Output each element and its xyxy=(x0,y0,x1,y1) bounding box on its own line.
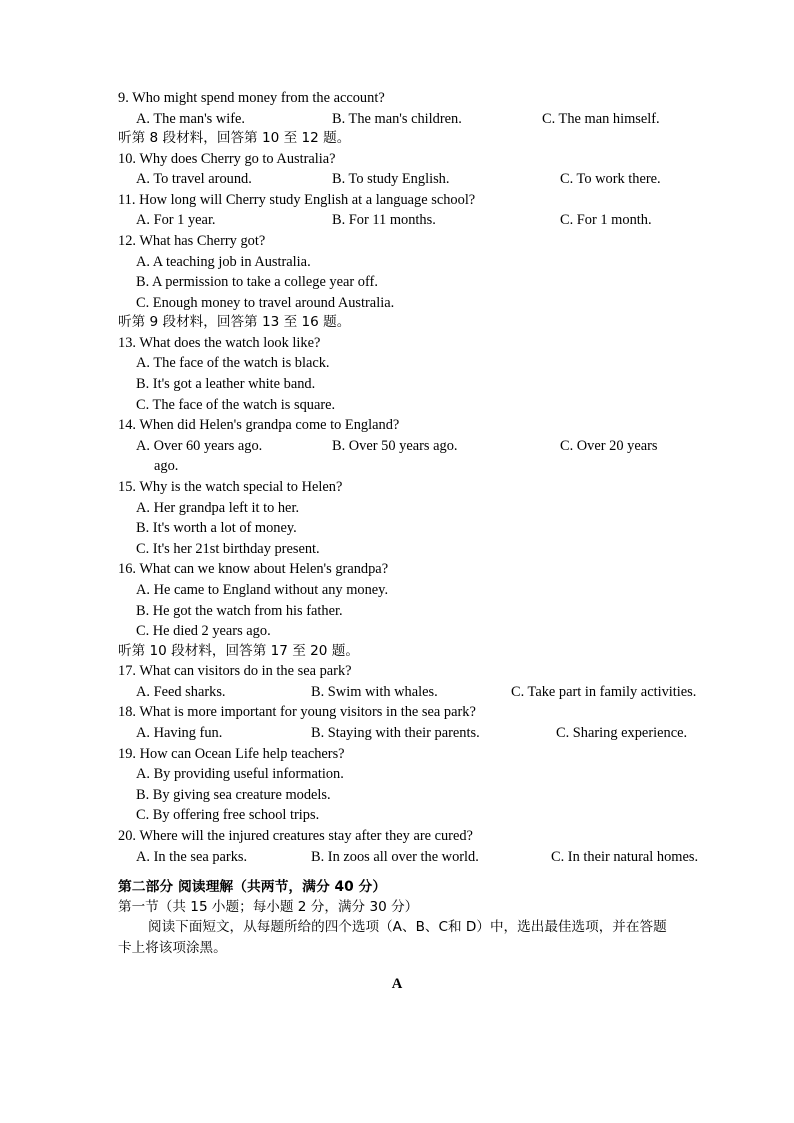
option-a-18[interactable]: A. Having fun. xyxy=(136,724,223,741)
option-a-15[interactable]: A. Her grandpa left it to her. xyxy=(136,499,300,516)
question-number-10: 10. xyxy=(118,150,136,167)
question-text-20: Where will the injured creatures stay after they are cured? xyxy=(139,827,473,844)
option-b-11[interactable]: B. For 11 months. xyxy=(332,212,436,229)
question-text-13: What does the watch look like? xyxy=(139,334,321,351)
question-stem xyxy=(118,559,676,580)
option-a-10[interactable]: A. To travel around. xyxy=(136,171,252,188)
question-stem xyxy=(118,661,676,682)
question-stem xyxy=(118,333,676,354)
question-stem xyxy=(118,231,676,252)
option-c-14-continuation: ago. xyxy=(154,458,179,475)
option-b-13[interactable]: B. It's got a leather white band. xyxy=(136,376,316,392)
option-b-20[interactable]: B. In zoos all over the world. xyxy=(311,848,479,865)
options-row-10 xyxy=(118,169,676,190)
question-stem xyxy=(118,415,676,436)
option-c-12[interactable]: C. Enough money to travel around Australia. xyxy=(136,294,395,311)
option-c-19[interactable]: C. By offering free school trips. xyxy=(136,807,320,824)
question-number-19: 19. xyxy=(118,745,136,762)
question-stem xyxy=(118,190,676,211)
options-row-17 xyxy=(118,682,697,703)
question-text-19: How can Ocean Life help teachers? xyxy=(139,745,345,762)
option-c-20[interactable]: C. In their natural homes. xyxy=(551,848,699,865)
question-stem xyxy=(118,744,676,765)
question-stem xyxy=(118,88,676,109)
listening-directive-10: 听第 10 段材料，回答第 17 至 20 题。 xyxy=(118,642,359,659)
question-text-9: Who might spend money from the account? xyxy=(132,90,385,106)
listening-directive-8: 听第 8 段材料，回答第 10 至 12 题。 xyxy=(118,130,351,147)
part2-heading: 第二部分 阅读理解（共两节，满分 40 分） xyxy=(118,879,387,896)
question-number-9: 9. xyxy=(118,90,129,106)
option-c-16[interactable]: C. He died 2 years ago. xyxy=(136,623,271,640)
question-text-10: Why does Cherry go to Australia? xyxy=(139,150,336,167)
option-b-17[interactable]: B. Swim with whales. xyxy=(311,683,438,700)
option-c-13[interactable]: C. The face of the watch is square. xyxy=(136,396,336,413)
option-b-18[interactable]: B. Staying with their parents. xyxy=(311,724,480,741)
question-stem xyxy=(118,826,676,847)
question-number-16: 16. xyxy=(118,561,136,578)
question-text-18: What is more important for young visitors in the sea park? xyxy=(139,704,476,721)
option-a-17[interactable]: A. Feed sharks. xyxy=(136,683,226,700)
question-number-14: 14. xyxy=(118,417,136,434)
options-row-14 xyxy=(118,436,676,457)
option-a-11[interactable]: A. For 1 year. xyxy=(136,212,216,229)
options-row-18 xyxy=(118,723,688,744)
option-c-18[interactable]: C. Sharing experience. xyxy=(556,724,688,741)
question-text-14: When did Helen's grandpa come to England? xyxy=(139,417,400,434)
part2-subheading: 第一节（共 15 小题；每小题 2 分，满分 30 分） xyxy=(118,898,419,915)
question-text-11: How long will Cherry study English at a language school? xyxy=(139,191,476,208)
question-text-12: What has Cherry got? xyxy=(139,233,266,249)
question-number-12: 12. xyxy=(118,233,136,249)
part2-instruction: 阅读下面短文，从每题所给的四个选项（A、B、C和 D）中，选出最佳选项，并在答题卡上将该项涂黑。 xyxy=(118,919,667,956)
option-b-12[interactable]: B. A permission to take a college year off. xyxy=(136,274,378,291)
question-number-13: 13. xyxy=(118,334,136,351)
question-number-20: 20. xyxy=(118,827,136,844)
option-a-12[interactable]: A. A teaching job in Australia. xyxy=(136,253,311,270)
question-stem xyxy=(118,149,676,170)
option-a-20[interactable]: A. In the sea parks. xyxy=(136,848,248,865)
option-a-14[interactable]: A. Over 60 years ago. xyxy=(136,437,263,454)
question-stem xyxy=(118,702,676,723)
option-a-13[interactable]: A. The face of the watch is black. xyxy=(136,355,330,372)
option-a-19[interactable]: A. By providing useful information. xyxy=(136,766,344,783)
option-c-10[interactable]: C. To work there. xyxy=(560,171,661,188)
option-b-15[interactable]: B. It's worth a lot of money. xyxy=(136,520,297,537)
passage-label-a: A xyxy=(391,976,403,993)
question-number-17: 17. xyxy=(118,663,136,680)
question-text-17: What can visitors do in the sea park? xyxy=(139,663,352,680)
question-stem xyxy=(118,477,676,498)
option-b-10[interactable]: B. To study English. xyxy=(332,171,450,188)
options-row-11 xyxy=(118,210,676,231)
option-a-9[interactable]: A. The man's wife. xyxy=(136,110,246,127)
question-text-15: Why is the watch special to Helen? xyxy=(139,478,343,495)
options-row-9 xyxy=(118,109,676,130)
option-c-17[interactable]: C. Take part in family activities. xyxy=(511,683,697,700)
option-c-14[interactable]: C. Over 20 years xyxy=(560,437,658,454)
option-c-11[interactable]: C. For 1 month. xyxy=(560,212,652,229)
question-number-11: 11. xyxy=(118,191,136,208)
options-row-20 xyxy=(118,847,699,868)
question-number-18: 18. xyxy=(118,704,136,721)
option-a-16[interactable]: A. He came to England without any money. xyxy=(136,581,389,598)
option-b-19[interactable]: B. By giving sea creature models. xyxy=(136,786,331,803)
option-c-15[interactable]: C. It's her 21st birthday present. xyxy=(136,540,320,557)
option-c-9[interactable]: C. The man himself. xyxy=(542,110,660,127)
option-b-16[interactable]: B. He got the watch from his father. xyxy=(136,602,343,619)
listening-directive-9: 听第 9 段材料，回答第 13 至 16 题。 xyxy=(118,314,351,331)
question-text-16: What can we know about Helen's grandpa? xyxy=(139,561,389,578)
option-b-9[interactable]: B. The man's children. xyxy=(332,110,462,127)
document-body xyxy=(118,88,699,995)
option-b-14[interactable]: B. Over 50 years ago. xyxy=(332,437,458,454)
question-number-15: 15. xyxy=(118,478,136,495)
